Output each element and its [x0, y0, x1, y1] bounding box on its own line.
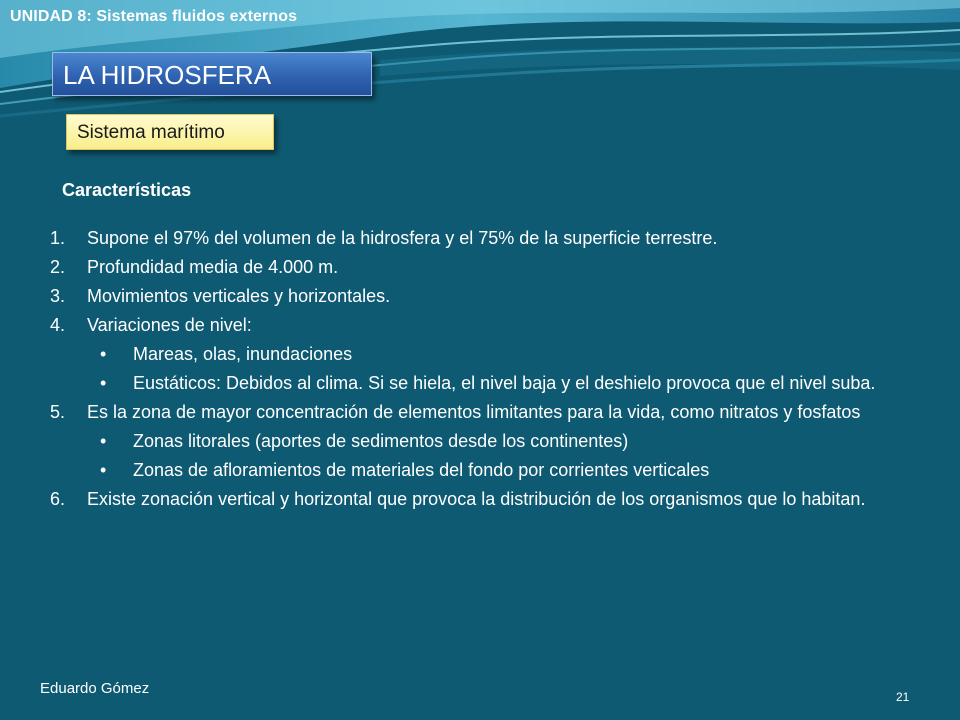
list-item	[50, 224, 920, 253]
list-text: Movimientos verticales y horizontales.	[87, 286, 391, 306]
sub-list-item	[50, 456, 920, 485]
list-number: 1.	[50, 228, 66, 248]
bullet-icon: •	[100, 344, 107, 364]
list-text: Es la zona de mayor concentración de elementos limitantes para la vida, como nitratos y fosfatos	[87, 402, 861, 422]
page-number: 21	[896, 690, 910, 704]
section-heading: Características	[62, 180, 192, 200]
sub-list-text: Eustáticos: Debidos al clima. Si se hiela, el nivel baja y el deshielo provoca que el nivel suba.	[133, 373, 876, 393]
sub-list-item	[50, 427, 920, 456]
sub-list-item	[50, 369, 920, 398]
list-item	[50, 485, 920, 514]
list-number: 2.	[50, 257, 66, 277]
sub-list-text: Mareas, olas, inundaciones	[133, 344, 353, 364]
unit-title: UNIDAD 8: Sistemas fluidos externos	[10, 8, 298, 25]
sub-list-item	[50, 340, 920, 369]
list-item	[50, 253, 920, 282]
list-text: Existe zonación vertical y horizontal que provoca la distribución de los organismos que lo habitan.	[87, 489, 866, 509]
list-number: 3.	[50, 286, 66, 306]
list-text: Supone el 97% del volumen de la hidrosfera y el 75% de la superficie terrestre.	[87, 228, 718, 248]
list-item	[50, 398, 920, 427]
list-text: Profundidad media de 4.000 m.	[87, 257, 339, 277]
slide-subtitle: Sistema marítimo	[66, 114, 274, 150]
author-name: Eduardo Gómez	[40, 680, 150, 697]
sub-list-text: Zonas de afloramientos de materiales del fondo por corrientes verticales	[133, 460, 710, 480]
slide-title: LA HIDROSFERA	[52, 52, 372, 96]
sub-list-text: Zonas litorales (aportes de sedimentos desde los continentes)	[133, 431, 629, 451]
characteristics-list	[50, 224, 920, 514]
list-number: 6.	[50, 489, 66, 509]
list-number: 4.	[50, 315, 66, 335]
list-text: Variaciones de nivel:	[87, 315, 252, 335]
list-item	[50, 311, 920, 340]
bullet-icon: •	[100, 373, 107, 393]
list-number: 5.	[50, 402, 66, 422]
list-item	[50, 282, 920, 311]
bullet-icon: •	[100, 460, 107, 480]
bullet-icon: •	[100, 431, 107, 451]
